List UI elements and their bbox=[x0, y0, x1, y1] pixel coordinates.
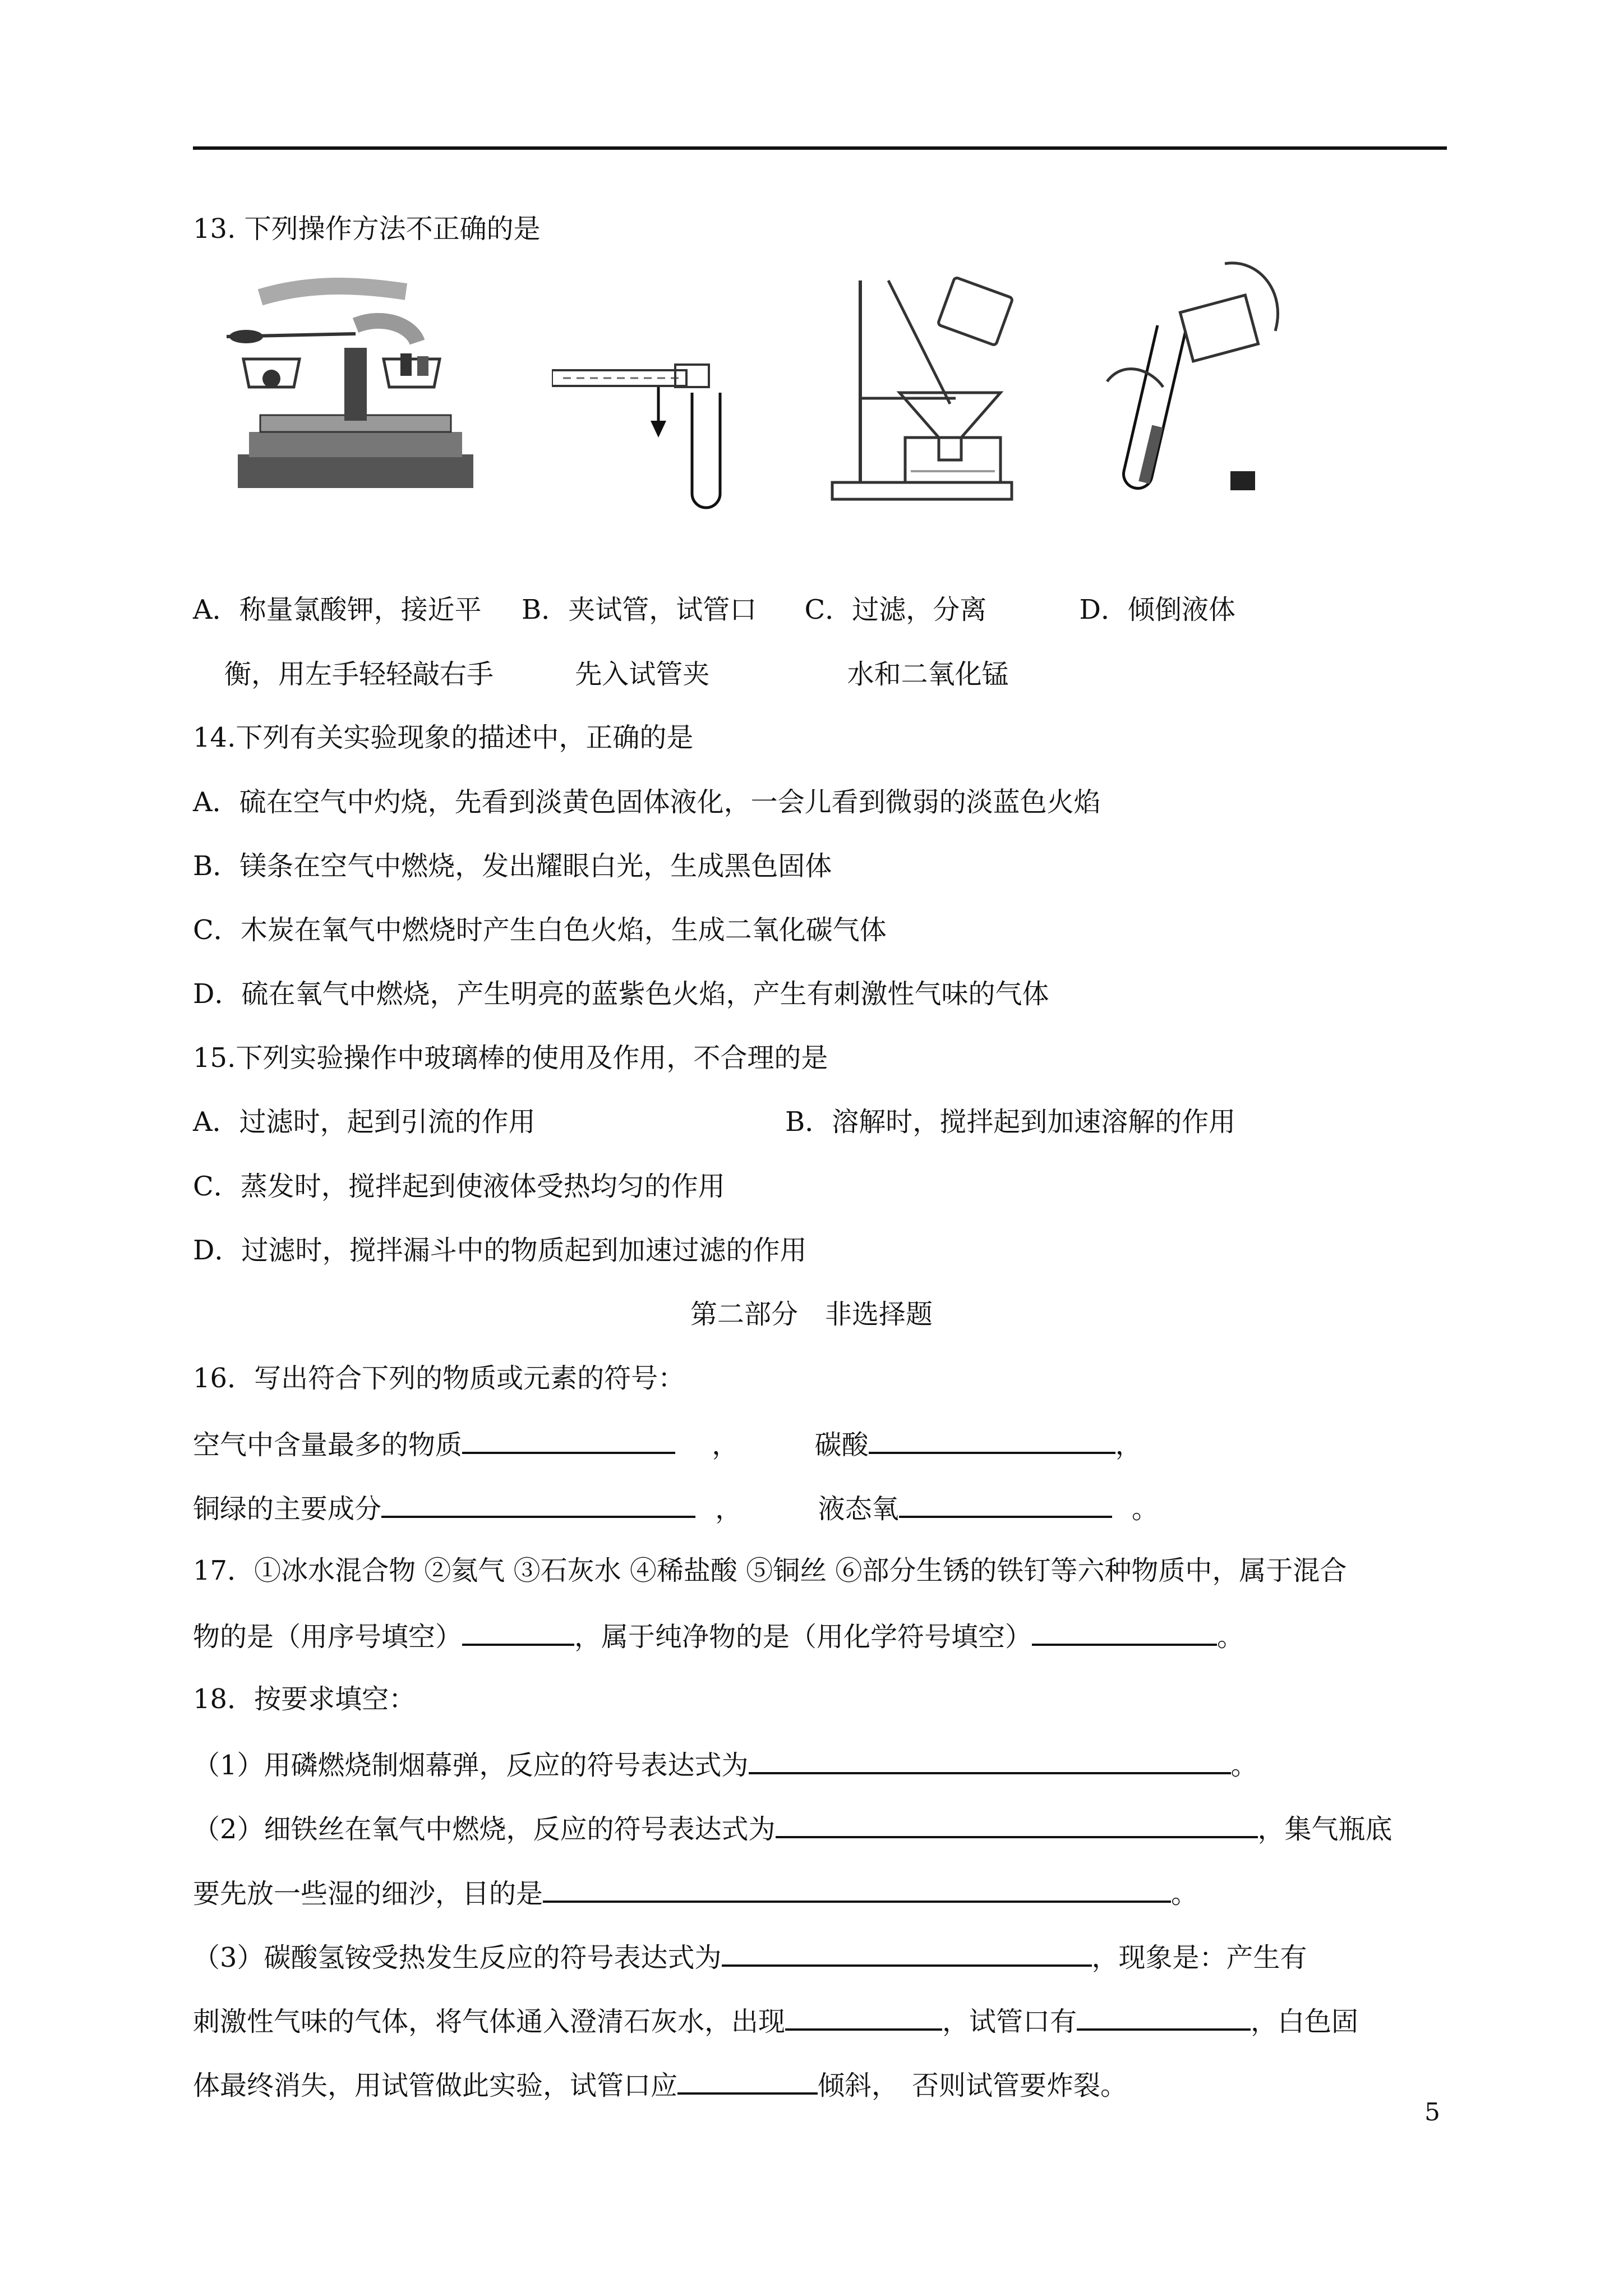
q16-end: 。 bbox=[1131, 1493, 1159, 1525]
page-number: 5 bbox=[1424, 2098, 1440, 2127]
q18-p2-text-c: 要先放一些湿的细沙，目的是 bbox=[193, 1878, 543, 1910]
q17-blank-1[interactable] bbox=[462, 1617, 574, 1646]
q18-p1-blank[interactable] bbox=[749, 1745, 1231, 1774]
q18-p1-text: （1）用磷燃烧制烟幕弹，反应的符号表达式为 bbox=[193, 1750, 749, 1781]
q18-p2-blank-1[interactable] bbox=[776, 1809, 1258, 1838]
q13-figures bbox=[193, 247, 1315, 527]
q15-stem: 15.下列实验操作中玻璃棒的使用及作用，不合理的是 bbox=[193, 1042, 828, 1074]
q14-option-c: C．木炭在氧气中燃烧时产生白色火焰，生成二氧化碳气体 bbox=[193, 914, 887, 946]
q18-p1-end: 。 bbox=[1230, 1750, 1258, 1781]
q14-option-b: B．镁条在空气中燃烧，发出耀眼白光，生成黑色固体 bbox=[193, 850, 832, 882]
pouring-liquid-icon bbox=[1090, 258, 1315, 516]
q18-p3-blank-3[interactable] bbox=[1077, 2001, 1251, 2031]
q14-option-d: D．硫在氧气中燃烧，产生明亮的蓝紫色火焰，产生有刺激性气味的气体 bbox=[193, 978, 1049, 1010]
q18-p2-text-b: ，集气瓶底 bbox=[1257, 1814, 1393, 1845]
q18-p3-text: （3）碳酸氢铵受热发生反应的符号表达式为 bbox=[193, 1942, 722, 1973]
q15-option-d: D．过滤时，搅拌漏斗中的物质起到加速过滤的作用 bbox=[193, 1235, 807, 1266]
q18-p3-text-e: ，白色固 bbox=[1251, 2006, 1359, 2037]
q13-options-row2 bbox=[224, 656, 1009, 692]
q18-p2-text: （2）细铁丝在氧气中燃烧，反应的符号表达式为 bbox=[193, 1814, 776, 1845]
q16-item-4: 液态氧 bbox=[818, 1493, 899, 1525]
q16-comma-2: ， bbox=[1115, 1429, 1142, 1461]
q18-p3-text-c: 刺激性气味的气体，将气体通入澄清石灰水，出现 bbox=[193, 2006, 786, 2037]
q16-row2 bbox=[193, 1489, 1159, 1527]
header-rule bbox=[193, 146, 1447, 150]
q17-line-1: 17．①冰水混合物 ②氦气 ③石灰水 ④稀盐酸 ⑤铜丝 ⑥部分生锈的铁钉等六种物质中，属于混合 bbox=[193, 1555, 1347, 1586]
q13-option-b: B．夹试管，试管口 bbox=[521, 594, 757, 625]
q13-option-a: A．称量氯酸钾，接近平 bbox=[193, 594, 482, 625]
q15-option-a: A．过滤时，起到引流的作用 bbox=[193, 1106, 536, 1138]
q16-comma-3: ， bbox=[715, 1493, 743, 1525]
q13-options-row1 bbox=[193, 592, 1235, 628]
test-tube-clamp-icon bbox=[552, 309, 754, 510]
q17-text-c: 。 bbox=[1217, 1621, 1244, 1653]
q16-item-3: 铜绿的主要成分 bbox=[193, 1493, 382, 1525]
q13-stem: 13. 下列操作方法不正确的是 bbox=[193, 213, 541, 245]
q13-option-c-cont: 水和二氧化锰 bbox=[847, 659, 1009, 690]
q16-blank-2[interactable] bbox=[869, 1425, 1115, 1454]
q16-blank-4[interactable] bbox=[899, 1489, 1112, 1518]
q17-text-b: ，属于纯净物的是（用化学符号填空） bbox=[574, 1621, 1032, 1653]
q16-item-1: 空气中含量最多的物质 bbox=[193, 1429, 463, 1461]
q13-option-d: D．倾倒液体 bbox=[1079, 594, 1235, 625]
section-title: 第二部分 非选择题 bbox=[690, 1299, 933, 1330]
q16-stem: 16．写出符合下列的物质或元素的符号： bbox=[193, 1363, 685, 1394]
q18-part-3 bbox=[193, 1938, 1307, 1976]
q18-p2-blank-2[interactable] bbox=[543, 1874, 1171, 1903]
q18-p3-text-g: 倾斜， bbox=[818, 2070, 899, 2101]
q16-comma-1: ， bbox=[712, 1429, 739, 1461]
q18-p2-end: 。 bbox=[1171, 1878, 1198, 1910]
q18-p3-blank-4[interactable] bbox=[677, 2065, 818, 2095]
filtration-apparatus-icon bbox=[821, 269, 1045, 516]
q16-blank-1[interactable] bbox=[462, 1425, 675, 1454]
q18-p3-blank-2[interactable] bbox=[785, 2001, 942, 2031]
q16-item-2: 碳酸 bbox=[814, 1429, 869, 1461]
balance-weighing-icon bbox=[227, 247, 541, 505]
q17-text-a: 物的是（用序号填空） bbox=[193, 1621, 463, 1653]
q13-option-a-cont: 衡，用左手轻轻敲右手 bbox=[224, 659, 494, 690]
q18-stem: 18．按要求填空： bbox=[193, 1683, 416, 1715]
q16-blank-3[interactable] bbox=[381, 1489, 695, 1518]
q18-p3-text-f: 体最终消失，用试管做此实验，试管口应 bbox=[193, 2070, 678, 2101]
q17-line-2 bbox=[193, 1617, 1244, 1655]
q16-row1 bbox=[193, 1425, 1142, 1463]
q13-option-c: C．过滤，分离 bbox=[804, 594, 987, 625]
q18-part-3-cont bbox=[193, 2001, 1358, 2040]
q14-option-a: A．硫在空气中灼烧，先看到淡黄色固体液化，一会儿看到微弱的淡蓝色火焰 bbox=[193, 786, 1101, 818]
q18-part-3-end bbox=[193, 2065, 1127, 2104]
q15-option-c: C．蒸发时，搅拌起到使液体受热均匀的作用 bbox=[193, 1171, 725, 1202]
q14-stem: 14.下列有关实验现象的描述中，正确的是 bbox=[193, 722, 694, 753]
q18-p3-blank-1[interactable] bbox=[722, 1938, 1092, 1967]
q18-p3-text-d: ，试管口有 bbox=[942, 2006, 1077, 2037]
q18-p3-text-h: 否则试管要炸裂。 bbox=[912, 2070, 1128, 2101]
q18-part-1 bbox=[193, 1745, 1258, 1783]
q15-option-b: B．溶解时，搅拌起到加速溶解的作用 bbox=[785, 1106, 1236, 1138]
q17-blank-2[interactable] bbox=[1032, 1617, 1217, 1646]
q18-part-2-cont bbox=[193, 1874, 1198, 1912]
q13-option-b-cont: 先入试管夹 bbox=[575, 659, 710, 690]
q18-p3-text-b: ，现象是：产生有 bbox=[1091, 1942, 1307, 1973]
q18-part-2 bbox=[193, 1809, 1393, 1847]
